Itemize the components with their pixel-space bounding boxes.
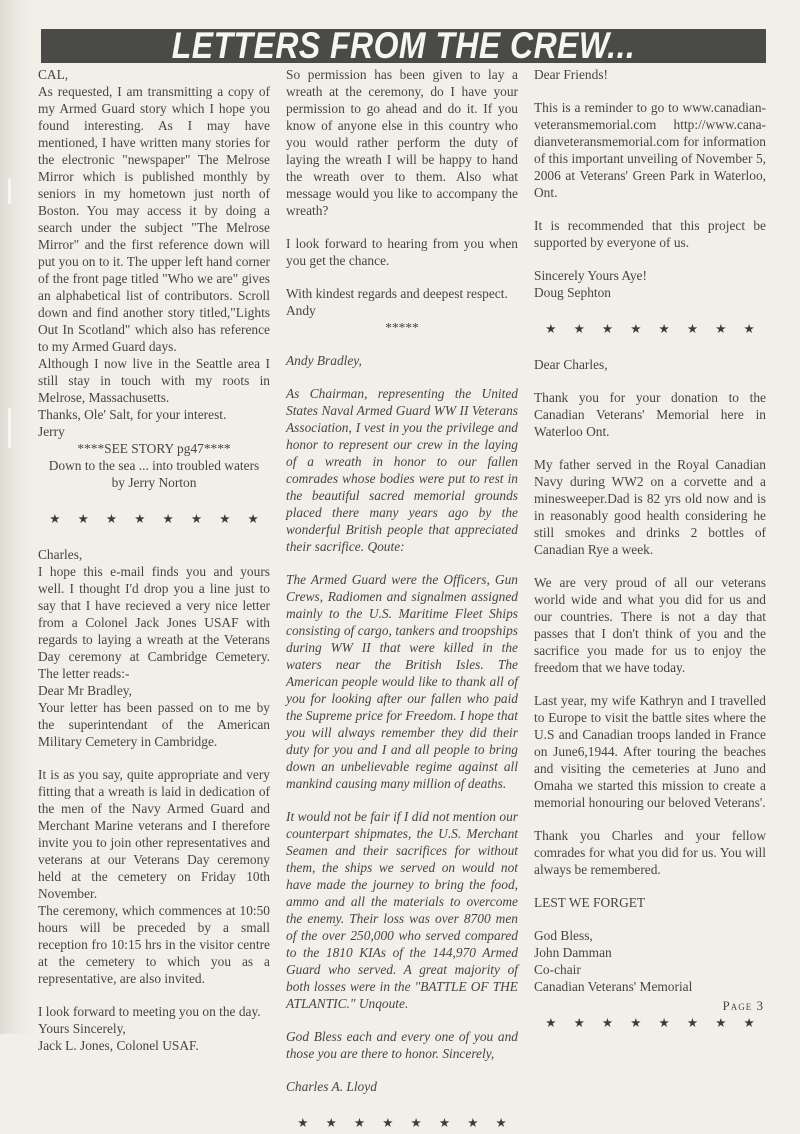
page-banner: [41, 25, 766, 67]
paragraph: CAL,: [38, 67, 69, 82]
paragraph: ****SEE STORY pg47****: [77, 441, 231, 456]
paragraph: Canadian Veterans' Memorial: [534, 979, 693, 994]
paragraph: Andy: [286, 303, 316, 318]
paragraph: The ceremony, which commences at 10:50 hours will be preceded by a small reception fro 10:15 hrs in the visitor centre at the cemetery to which you as a representative, are also invited.: [38, 903, 270, 986]
stars-row: ★ ★ ★ ★ ★ ★ ★ ★: [297, 1116, 507, 1130]
scan-artifact: [8, 408, 11, 448]
paragraph: We are very proud of all our veterans world wide and what you did for us and our countries. There is not a day that passes that I don't think of you and the sacrifice you made for us to enjoy the freedom that we have today.: [534, 575, 766, 675]
paragraph: So permission has been given to lay a wreath at the ceremony, do I have your permission to go ahead and do it. If you know of anyone else in this country who you would rather perform the duty of laying the wreath I will be happy to hand the wreath over to them. Also what message would you like to accompany the wreath?: [286, 67, 518, 218]
page-title: LETTERS FROM THE CREW...: [171, 25, 636, 67]
paragraph: Down to the sea ... into troubled waters: [48, 458, 260, 473]
paragraph: As Chairman, representing the United States Naval Armed Guard WW II Veterans Association, I vest in you the privilege and honor to represent our crew in the laying of a wreath in honor to our fallen comrades whose bodies were put to rest in the beautiful sacred memorial grounds placed there many years ago by the wonderful British people that appreciated their sacrifice. Qoute:: [286, 386, 518, 554]
paragraph: Doug Sephton: [534, 285, 611, 300]
paragraph: God Bless each and every one of you and those you are there to honor. Sincerely,: [286, 1029, 518, 1061]
paragraph: John Damman: [534, 945, 612, 960]
paragraph: Charles,: [38, 547, 83, 562]
paragraph: It is as you say, quite appropriate and very fitting that a wreath is laid in dedication of the men of the Navy Armed Guard and Merchant Marine veterans and I therefore invite you to join other representatives and veterans at our Veterans Day ceremony held at the cemetery on Friday 10th November.: [38, 767, 270, 901]
paragraph: Jerry: [38, 424, 65, 439]
stars-row: ★ ★ ★ ★ ★ ★ ★ ★: [49, 512, 259, 526]
column-1: [38, 66, 270, 1134]
paragraph: Yours Sincerely,: [38, 1021, 126, 1036]
paragraph: My father served in the Royal Canadian Navy during WW2 on a corvette and a minesweeper.Dad is 82 yrs old now and is in reasonably good health considering he still smokes and drinks 2 bottles of Canadian Rye a week.: [534, 457, 766, 557]
paragraph: This is a reminder to go to www.canadian-veteransmemorial.com http://www.cana-dianveteransmemorial.com for information of this important unveiling of November 5, 2006 at Veterans' Green Park in Waterloo, Ont.: [534, 100, 766, 200]
paragraph: As requested, I am transmitting a copy of my Armed Guard story which I hope you found interesting. As I may have mentioned, I have written many stories for the electronic "newspaper" The Melrose Mirror which is published monthly by seniors in my hometown just north of Boston. You may access it by doing a search under the subject "The Melrose Mirror" and the first reference down will put you on to it. The upper left hand corner of the front page titled "Who we are" gives an alphabetical list of contributors. Scroll down and find another story titled,"Lights Out In Scotland" which also has reference to my Armed Guard days.: [38, 84, 270, 354]
paragraph: *****: [385, 320, 419, 335]
paragraph: Thanks, Ole' Salt, for your interest.: [38, 407, 227, 422]
paragraph: It is recommended that this project be supported by everyone of us.: [534, 218, 766, 250]
paragraph: The Armed Guard were the Officers, Gun Crews, Radiomen and signalmen assigned mainly to the U.S. Maritime Fleet Ships consisting of cargo, tankers and troopships during WW II that were killed in the waters near the British Isles. The American people would like to thank all of you for looking after our fallen who paid the Supreme price for Freedom. I hope that you will always remember they did their duty for you and I and all people to bring down an unbelievable regime against all mankind causing many million of deaths.: [286, 572, 518, 791]
paragraph: LEST WE FORGET: [534, 895, 646, 910]
paragraph: Co-chair: [534, 962, 581, 977]
column-3: [534, 66, 766, 1134]
paragraph: by Jerry Norton: [111, 475, 197, 490]
paragraph: Thank you Charles and your fellow comrades for what you did for us. You will always be remembered.: [534, 828, 766, 877]
paragraph: I hope this e-mail finds you and yours well. I thought I'd drop you a line just to say that I have recieved a very nice letter from a Colonel Jack Jones USAF with regards to laying a wreath at the Veterans Day ceremony at Cambridge Cemetery. The letter reads:-: [38, 564, 270, 681]
paragraph: I look forward to hearing from you when you get the chance.: [286, 236, 518, 268]
paragraph: Charles A. Lloyd: [286, 1079, 377, 1094]
paragraph: Although I now live in the Seattle area I still stay in touch with my roots in Melrose, Massachusetts.: [38, 356, 270, 405]
paragraph: Last year, my wife Kathryn and I travelled to Europe to visit the battle sites where the U.S and Canadian troops landed in France on June6,1944. After touring the beaches and visiting the cemeteries at Juno and Omaha we started this mission to create a memorial honouring our beloved Veterans'.: [534, 693, 766, 810]
paragraph: It would not be fair if I did not mention our counterpart shipmates, the U.S. Merchant Seamen and their sacrifices for without them, the ships we served on would not have made the journey to bring the food, ammo and all the materials to overcome the enemy. Their loss was over 8700 men of the over 250,000 who served compared to the 1810 KIAs of the 144,970 Armed Guard who served. A great majority of both losses were in the "BATTLE OF THE ATLANTIC." Unqoute.: [286, 809, 518, 1011]
paragraph: Jack L. Jones, Colonel USAF.: [38, 1038, 199, 1053]
paragraph: Your letter has been passed on to me by the superintendant of the American Military Cemetery in Cambridge.: [38, 700, 270, 749]
letters-content: [38, 66, 766, 1134]
paragraph: Andy Bradley,: [286, 353, 362, 368]
paragraph: I look forward to meeting you on the day.: [38, 1004, 261, 1019]
paragraph: Dear Friends!: [534, 67, 608, 82]
column-2: [286, 66, 518, 1134]
paragraph: God Bless,: [534, 928, 593, 943]
paragraph: Dear Charles,: [534, 357, 608, 372]
paragraph: Thank you for your donation to the Canadian Veterans' Memorial here in Waterloo Ont.: [534, 390, 766, 439]
page-number: Page 3: [722, 998, 764, 1013]
scan-artifact: [8, 178, 11, 204]
stars-row: ★ ★ ★ ★ ★ ★ ★ ★: [545, 1016, 755, 1030]
scan-edge-shading: [0, 0, 34, 1034]
stars-row: ★ ★ ★ ★ ★ ★ ★ ★: [545, 322, 755, 336]
paragraph: Sincerely Yours Aye!: [534, 268, 647, 283]
paragraph: With kindest regards and deepest respect.: [286, 286, 508, 301]
paragraph: Dear Mr Bradley,: [38, 683, 132, 698]
